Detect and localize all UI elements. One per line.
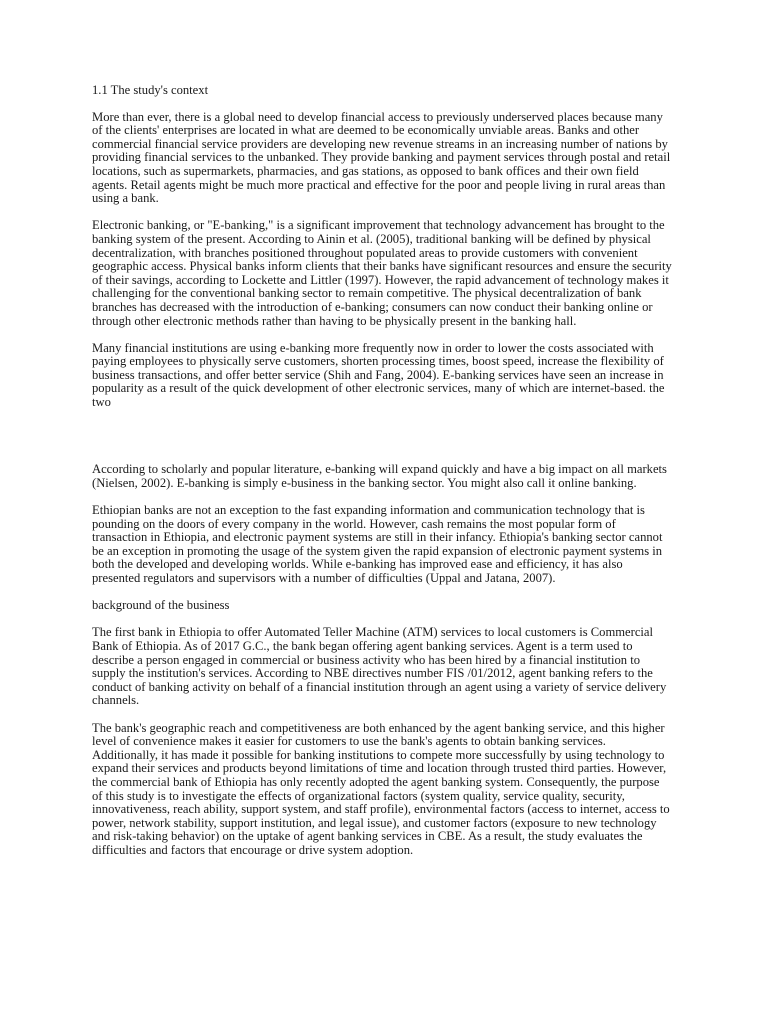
paragraph-ethiopian-banks: Ethiopian banks are not an exception to the fast expanding information and communication technology that is pounding on the doors of every company in the world. However, cash remains the most popular form of transaction in Ethiopia, and electronic payment systems are still in their infancy. Ethiopia's banking sector cannot be an exception in promoting the usage of the system given the rapid expansion of electronic payment systems in both the developed and developing worlds. While e-banking has improved ease and efficiency, it has also presented regulators and supervisors with a number of difficulties (Uppal and Jatana, 2007). <box>92 503 663 585</box>
paragraph-global-access: More than ever, there is a global need to develop financial access to previously underserved places because many of the clients' enterprises are located in what are deemed to be economically unviable areas. Banks and other commercial financial service providers are developing new revenue streams in an increasing number of nations by providing financial services to the unbanked. They provide banking and payment services through postal and retail locations, such as supermarkets, pharmacies, and gas stations, as opposed to bank offices and their own field agents. Retail agents might be much more practical and effective for the poor and people living in rural areas than using a bank. <box>92 109 671 206</box>
paragraph-geographic-reach: The bank's geographic reach and competitiveness are both enhanced by the agent banking service, and this higher level of convenience makes it easier for customers to use the bank's agents to obtain banking services. Additionally, it has made it possible for banking institutions to compete more successfully by using technology to expand their services and products beyond limitations of time and location through trusted third parties. However, the commercial bank of Ethiopia has only recently adopted the agent banking system. Consequently, the purpose of this study is to investigate the effects of organizational factors (system quality, service quality, security, innovativeness, reach ability, support system, and staff profile), environmental factors (access to internet, access to power, network stability, support institution, and legal issue), and customer factors (exposure to new technology and risk-taking behavior) on the uptake of agent banking services in CBE. As a result, the study evaluates the difficulties and factors that encourage or drive system adoption. <box>92 720 670 857</box>
paragraph-literature: According to scholarly and popular literature, e-banking will expand quickly and have a big impact on all markets (Nielsen, 2002). E-banking is simply e-business in the banking sector. You might also call it online banking. <box>92 462 667 490</box>
section-heading: 1.1 The study's context <box>92 83 209 97</box>
paragraph-electronic-banking: Electronic banking, or "E-banking," is a significant improvement that technology advancement has brought to the banking system of the present. According to Ainin et al. (2005), traditional banking will be defined by physical decentralization, with branches positioned throughout populated areas to provide customers with convenient geographic access. Physical banks inform clients that their banks have significant resources and ensure the security of their savings, according to Lockette and Littler (1997). However, the rapid advancement of technology makes it challenging for the conventional banking sector to remain competitive. The physical decentralization of bank branches has decreased with the introduction of e-banking; consumers can now conduct their banking online or through other electronic methods rather than having to be physically present in the banking hall. <box>92 218 672 328</box>
paragraph-first-bank: The first bank in Ethiopia to offer Automated Teller Machine (ATM) services to local customers is Commercial Bank of Ethiopia. As of 2017 G.C., the bank began offering agent banking services. Agent is a term used to describe a person engaged in commercial or business activity who has been hired by a financial institution to supply the institution's services. According to NBE directives number FIS /01/2012, agent banking refers to the conduct of banking activity on behalf of a financial institution through an agent using a variety of service delivery channels. <box>92 625 667 708</box>
paragraph-financial-institutions: Many financial institutions are using e-banking more frequently now in order to lower the costs associated with paying employees to physically serve customers, shorten processing times, boost speed, increase the flexibility of business transactions, and offer better service (Shih and Fang, 2004). E-banking services have seen an increase in popularity as a result of the quick development of other electronic services, many of which are internet-based. the two <box>92 340 665 410</box>
page-gap <box>92 423 672 463</box>
document-page <box>92 84 672 871</box>
subheading-background: background of the business <box>92 598 230 613</box>
